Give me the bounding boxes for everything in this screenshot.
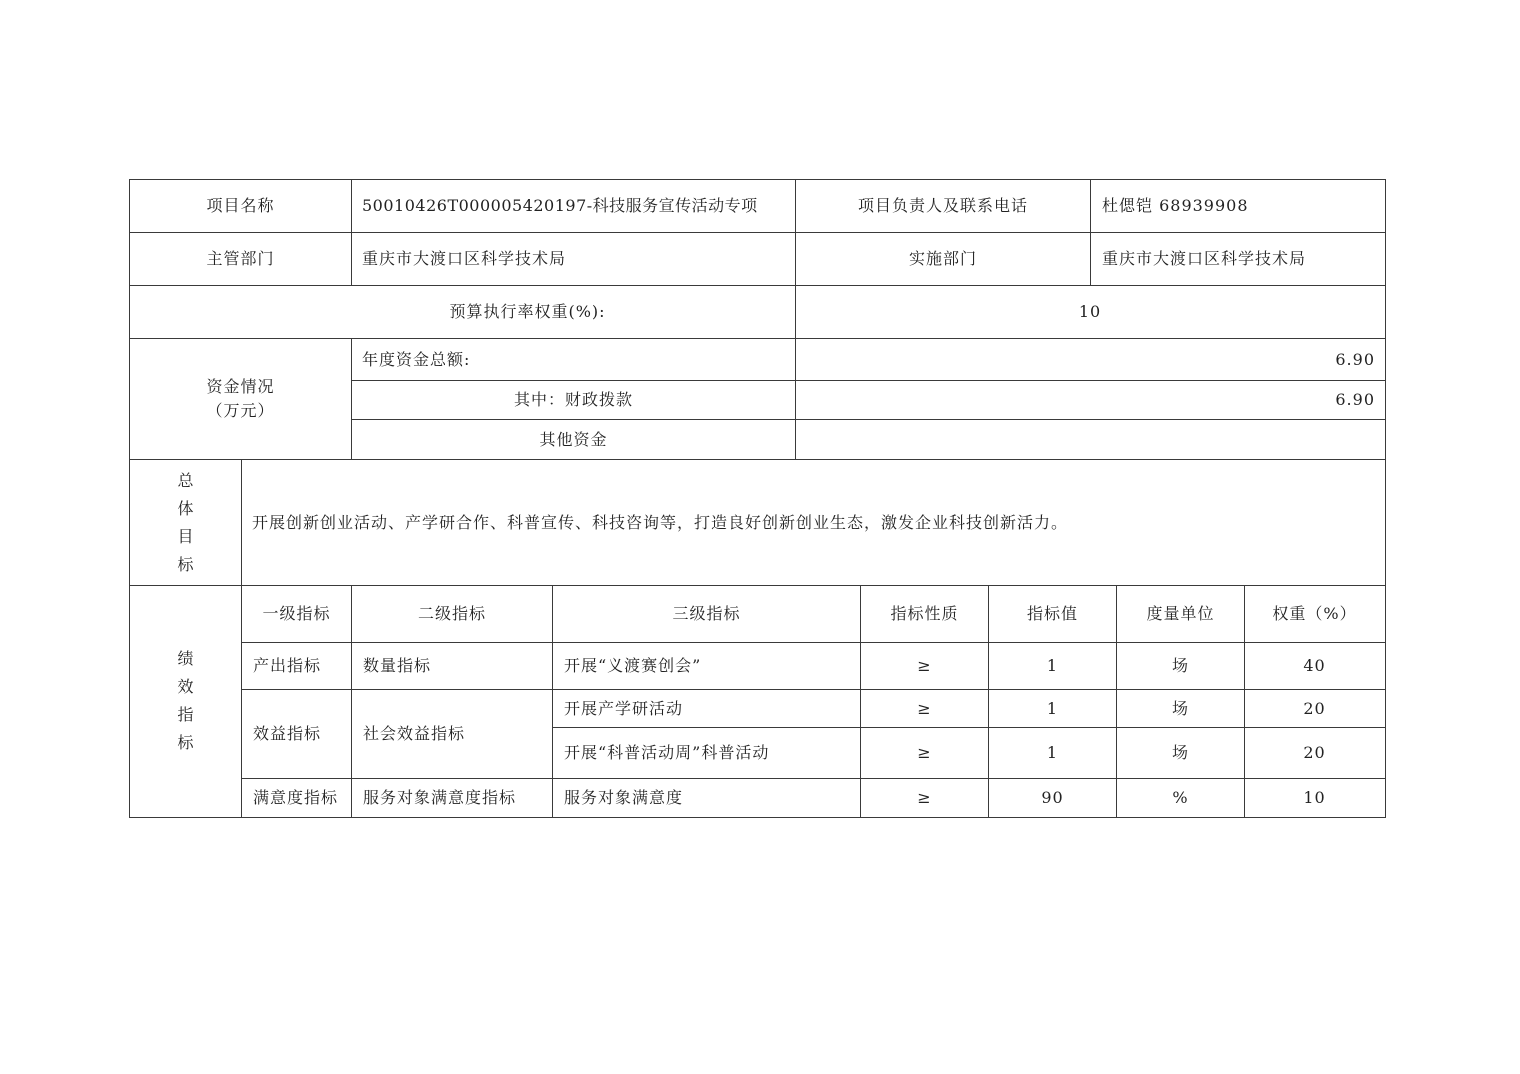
row4-level3: 服务对象满意度 — [564, 787, 684, 807]
row4-value: 90 — [1041, 787, 1064, 807]
row4-level2: 服务对象满意度指标 — [363, 787, 517, 807]
row2-unit: 场 — [1171, 698, 1189, 718]
funds-fiscal-value: 6.90 — [1335, 390, 1375, 409]
performance-label-char: 绩 — [177, 649, 194, 668]
goal-text: 开展创新创业活动、产学研合作、科普宣传、科技咨询等，打造良好创新创业生态，激发企业科技创新活力。 — [252, 512, 1069, 532]
row4-unit: % — [1172, 787, 1189, 807]
row1-unit: 场 — [1171, 656, 1189, 675]
header-level2: 二级指标 — [417, 604, 486, 623]
row3-unit: 场 — [1171, 743, 1189, 762]
budget-rate-label: 预算执行率权重(%): — [449, 302, 606, 321]
performance-label-char: 效 — [177, 677, 194, 696]
row3-level3: 开展“科普活动周”科普活动 — [564, 743, 770, 762]
funds-label-line2: （万元） — [206, 401, 275, 420]
row3-nature: ≥ — [917, 743, 932, 762]
row1-level2: 数量指标 — [363, 656, 432, 675]
performance-label — [130, 586, 241, 816]
row1-level1: 产出指标 — [253, 656, 322, 675]
performance-label-char: 标 — [177, 733, 194, 752]
funds-fiscal-label: 其中：财政拨款 — [513, 390, 633, 409]
funds-other-value — [796, 420, 1375, 459]
project-owner-label: 项目负责人及联系电话 — [857, 196, 1028, 215]
row1-level3: 开展“义渡赛创会” — [564, 656, 702, 675]
col-divider — [351, 179, 352, 286]
goal-label-char: 总 — [177, 470, 194, 490]
header-value: 指标值 — [1026, 604, 1078, 623]
project-name-label: 项目名称 — [206, 196, 275, 215]
header-nature: 指标性质 — [890, 604, 959, 623]
row2-weight: 20 — [1303, 698, 1326, 718]
funds-total-label: 年度资金总额: — [362, 349, 471, 369]
goal-label-char: 标 — [177, 554, 194, 574]
row2-nature: ≥ — [917, 698, 932, 718]
performance-label-char: 指 — [177, 705, 194, 724]
col-divider — [1090, 179, 1091, 286]
row3-weight: 20 — [1303, 743, 1326, 762]
row2-level3: 开展产学研活动 — [564, 698, 684, 718]
project-owner-value: 杜偲铠 68939908 — [1102, 196, 1249, 215]
supervising-dept-label: 主管部门 — [206, 249, 275, 268]
row3-value: 1 — [1046, 743, 1059, 762]
goal-label-char: 目 — [177, 526, 194, 546]
funds-label-line1: 资金情况 — [206, 377, 275, 396]
budget-rate-value: 10 — [1078, 302, 1102, 321]
implementing-dept-value: 重庆市大渡口区科学技术局 — [1102, 249, 1307, 268]
header-weight: 权重（%） — [1272, 604, 1357, 623]
row2-level1: 效益指标 — [253, 724, 322, 743]
supervising-dept-value: 重庆市大渡口区科学技术局 — [362, 249, 567, 268]
goal-label — [130, 460, 241, 585]
header-level1: 一级指标 — [262, 604, 331, 623]
goal-label-char: 体 — [177, 498, 194, 518]
funds-total-value: 6.90 — [1335, 349, 1375, 369]
row4-weight: 10 — [1303, 787, 1326, 807]
row1-weight: 40 — [1303, 656, 1326, 675]
row4-nature: ≥ — [917, 787, 932, 807]
project-name-value: 50010426T000005420197-科技服务宣传活动专项 — [362, 196, 758, 215]
row4-level1: 满意度指标 — [253, 787, 339, 807]
row1-value: 1 — [1046, 656, 1059, 675]
funds-other-label: 其他资金 — [539, 429, 608, 449]
row2-value: 1 — [1046, 698, 1059, 718]
header-unit: 度量单位 — [1146, 604, 1215, 623]
row2-level2: 社会效益指标 — [363, 724, 466, 743]
header-level3: 三级指标 — [672, 604, 741, 623]
funds-label — [130, 339, 351, 459]
implementing-dept-label: 实施部门 — [908, 249, 977, 268]
row1-nature: ≥ — [917, 656, 932, 675]
